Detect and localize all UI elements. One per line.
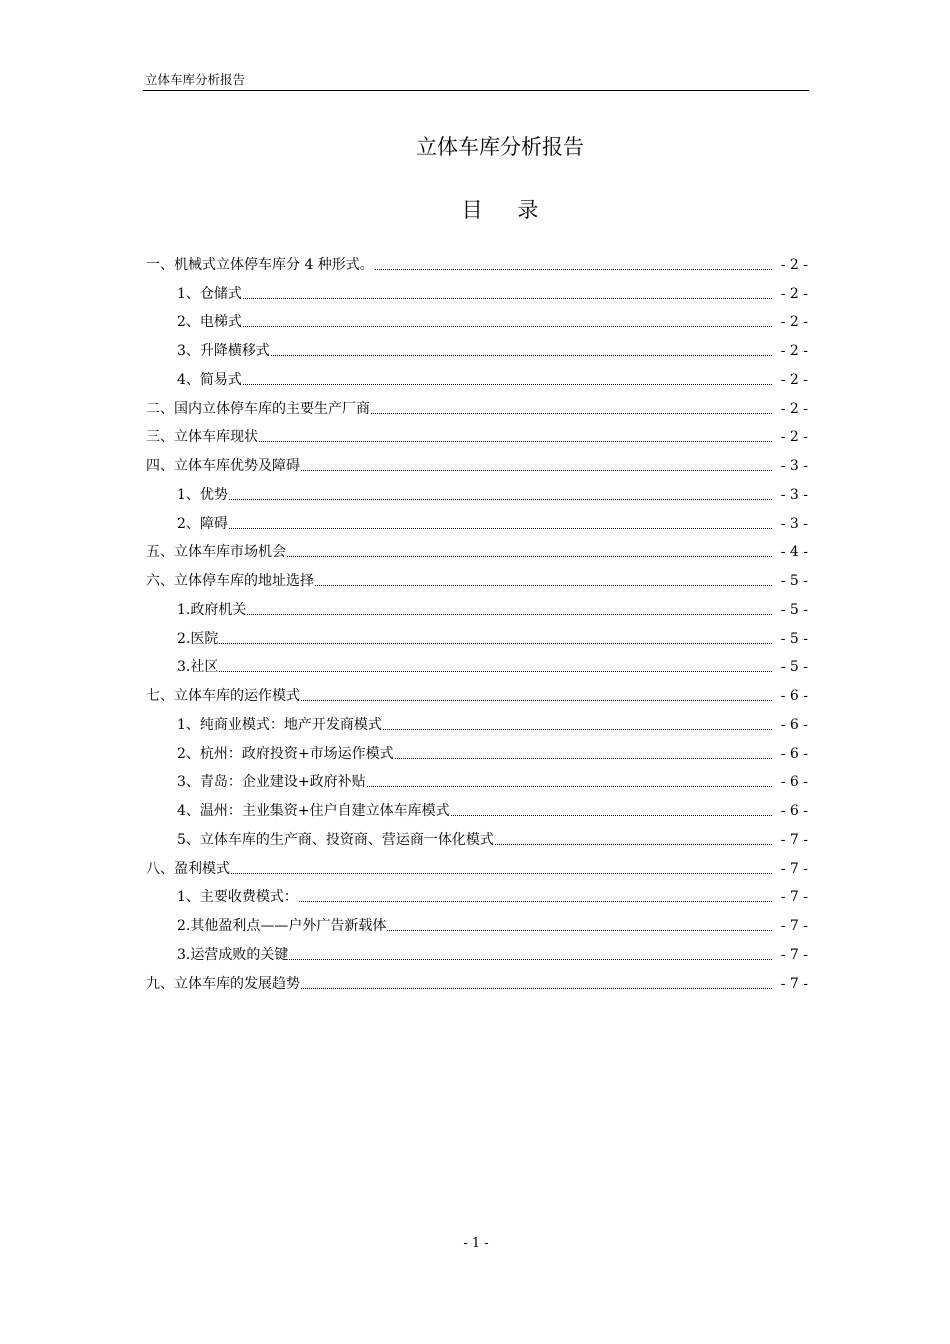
toc-entry-page: - 6 - <box>780 774 808 791</box>
toc-dot-leader <box>271 355 772 356</box>
toc-entry[interactable] <box>146 735 808 764</box>
toc-dot-leader <box>259 441 772 442</box>
toc-entry-page: - 2 - <box>780 285 808 302</box>
document-title: 立体车库分析报告 <box>416 135 584 159</box>
toc-entry[interactable] <box>146 447 808 476</box>
toc-entry[interactable] <box>146 677 808 706</box>
toc-entry-page: - 6 - <box>780 745 808 762</box>
toc-entry-page: - 5 - <box>780 601 808 618</box>
toc-entry[interactable] <box>146 850 808 879</box>
running-header-title: 立体车库分析报告 <box>145 72 246 87</box>
toc-entry-title: 1、主要收费模式： <box>177 889 298 906</box>
toc-entry-page: - 6 - <box>780 803 808 819</box>
toc-entry[interactable] <box>146 706 808 735</box>
toc-entry[interactable] <box>146 505 808 534</box>
toc-dot-leader <box>247 614 772 615</box>
toc-entry-title: 3.社区 <box>177 659 219 676</box>
toc-entry-title: 2.其他盈利点——户外广告新载体 <box>177 918 387 934</box>
toc-entry-page: - 6 - <box>780 716 808 733</box>
toc-entry-page: - 2 - <box>780 371 808 388</box>
toc-entry-page: - 4 - <box>780 544 808 561</box>
toc-entry-title: 七、立体车库的运作模式 <box>146 688 300 704</box>
toc-dot-leader <box>289 959 772 960</box>
toc-dot-leader <box>219 643 772 644</box>
toc-entry-title: 2、杭州：政府投资+市场运作模式 <box>177 745 394 762</box>
toc-entry[interactable] <box>146 476 808 505</box>
toc-dot-leader <box>299 901 772 902</box>
toc-dot-leader <box>495 844 772 845</box>
toc-entry[interactable] <box>146 332 808 361</box>
toc-dot-leader <box>219 671 772 672</box>
toc-dot-leader <box>315 585 772 586</box>
toc-entry-title: 五、立体车库市场机会 <box>146 544 286 561</box>
toc-entry[interactable] <box>146 764 808 793</box>
toc-entry-title: 3、升降横移式 <box>177 343 270 359</box>
toc-entry-title: 1、优势 <box>177 486 228 503</box>
toc-entry-page: - 3 - <box>780 486 808 503</box>
toc-entry-page: - 7 - <box>780 831 808 848</box>
toc-dot-leader <box>243 326 772 327</box>
toc-entry-page: - 2 - <box>780 256 808 273</box>
toc-entry[interactable] <box>146 591 808 620</box>
toc-heading: 目 录 <box>461 198 553 222</box>
toc-entry-title: 一、机械式立体停车库分 4 种形式。 <box>146 256 374 273</box>
toc-entry-title: 九、立体车库的发展趋势 <box>146 975 300 992</box>
toc-entry-title: 3.运营成败的关键 <box>177 946 289 963</box>
toc-dot-leader <box>367 786 772 787</box>
toc-dot-leader <box>231 873 772 874</box>
toc-entry-title: 3、青岛：企业建设+政府补贴 <box>177 774 366 791</box>
toc-dot-leader <box>375 269 772 270</box>
toc-entry-title: 2、电梯式 <box>177 314 242 331</box>
toc-dot-leader <box>383 729 772 730</box>
toc-entry[interactable] <box>146 390 808 419</box>
toc-entry-title: 1.政府机关 <box>177 601 247 618</box>
toc-entry[interactable] <box>146 879 808 908</box>
page-number: - 1 - <box>463 1236 489 1251</box>
toc-dot-leader <box>301 700 772 701</box>
toc-entry[interactable] <box>146 620 808 649</box>
toc-entry-page: - 7 - <box>780 918 808 934</box>
toc-entry-title: 二、国内立体停车库的主要生产厂商 <box>146 400 370 417</box>
toc-dot-leader <box>287 556 772 557</box>
toc-entry[interactable] <box>146 649 808 678</box>
toc-entry-page: - 3 - <box>780 458 808 474</box>
toc-entry-page: - 6 - <box>780 688 808 704</box>
toc-entry[interactable] <box>146 821 808 850</box>
toc-dot-leader <box>301 470 772 471</box>
toc-entry[interactable] <box>146 275 808 304</box>
toc-entry[interactable] <box>146 246 808 275</box>
toc-entry[interactable] <box>146 907 808 936</box>
toc-entry-title: 1、纯商业模式：地产开发商模式 <box>177 716 382 733</box>
toc-entry[interactable] <box>146 936 808 965</box>
toc-dot-leader <box>229 528 772 529</box>
toc-entry[interactable] <box>146 361 808 390</box>
toc-entry-title: 2、障碍 <box>177 515 228 532</box>
toc-entry-page: - 7 - <box>780 975 808 992</box>
toc-entry-title: 八、盈利模式 <box>146 860 230 877</box>
toc-dot-leader <box>243 384 772 385</box>
toc-entry[interactable] <box>146 965 808 994</box>
toc-entry-title: 4、温州：主业集资+住户自建立体车库模式 <box>177 803 450 819</box>
toc-entry[interactable] <box>146 792 808 821</box>
toc-entry-title: 2.医院 <box>177 630 219 647</box>
toc-dot-leader <box>229 499 772 500</box>
toc-entry[interactable] <box>146 562 808 591</box>
toc-entry-page: - 7 - <box>780 946 808 963</box>
toc-entry-title: 六、立体停车库的地址选择 <box>146 573 314 589</box>
toc-entry-page: - 7 - <box>780 889 808 906</box>
toc-entry-page: - 2 - <box>780 429 808 446</box>
toc-dot-leader <box>371 413 772 414</box>
toc-entry[interactable] <box>146 419 808 448</box>
toc-entry-page: - 5 - <box>780 573 808 589</box>
toc-entry-title: 5、立体车库的生产商、投资商、营运商一体化模式 <box>177 831 494 848</box>
toc-entry-page: - 7 - <box>780 860 808 877</box>
toc-entry-page: - 3 - <box>780 515 808 532</box>
running-header <box>143 70 809 91</box>
toc-entry[interactable] <box>146 304 808 333</box>
toc-entry-page: - 2 - <box>780 343 808 359</box>
toc-entry-page: - 2 - <box>780 400 808 417</box>
table-of-contents <box>146 246 808 994</box>
toc-entry[interactable] <box>146 534 808 563</box>
toc-entry-title: 四、立体车库优势及障碍 <box>146 458 300 474</box>
toc-dot-leader <box>451 815 772 816</box>
toc-dot-leader <box>243 298 772 299</box>
toc-entry-page: - 5 - <box>780 659 808 676</box>
toc-entry-title: 三、立体车库现状 <box>146 429 258 446</box>
toc-entry-page: - 2 - <box>780 314 808 331</box>
toc-entry-title: 1、仓储式 <box>177 285 242 302</box>
toc-dot-leader <box>395 758 772 759</box>
toc-dot-leader <box>301 988 772 989</box>
toc-entry-page: - 5 - <box>780 630 808 647</box>
toc-entry-title: 4、简易式 <box>177 371 242 388</box>
toc-dot-leader <box>387 930 772 931</box>
